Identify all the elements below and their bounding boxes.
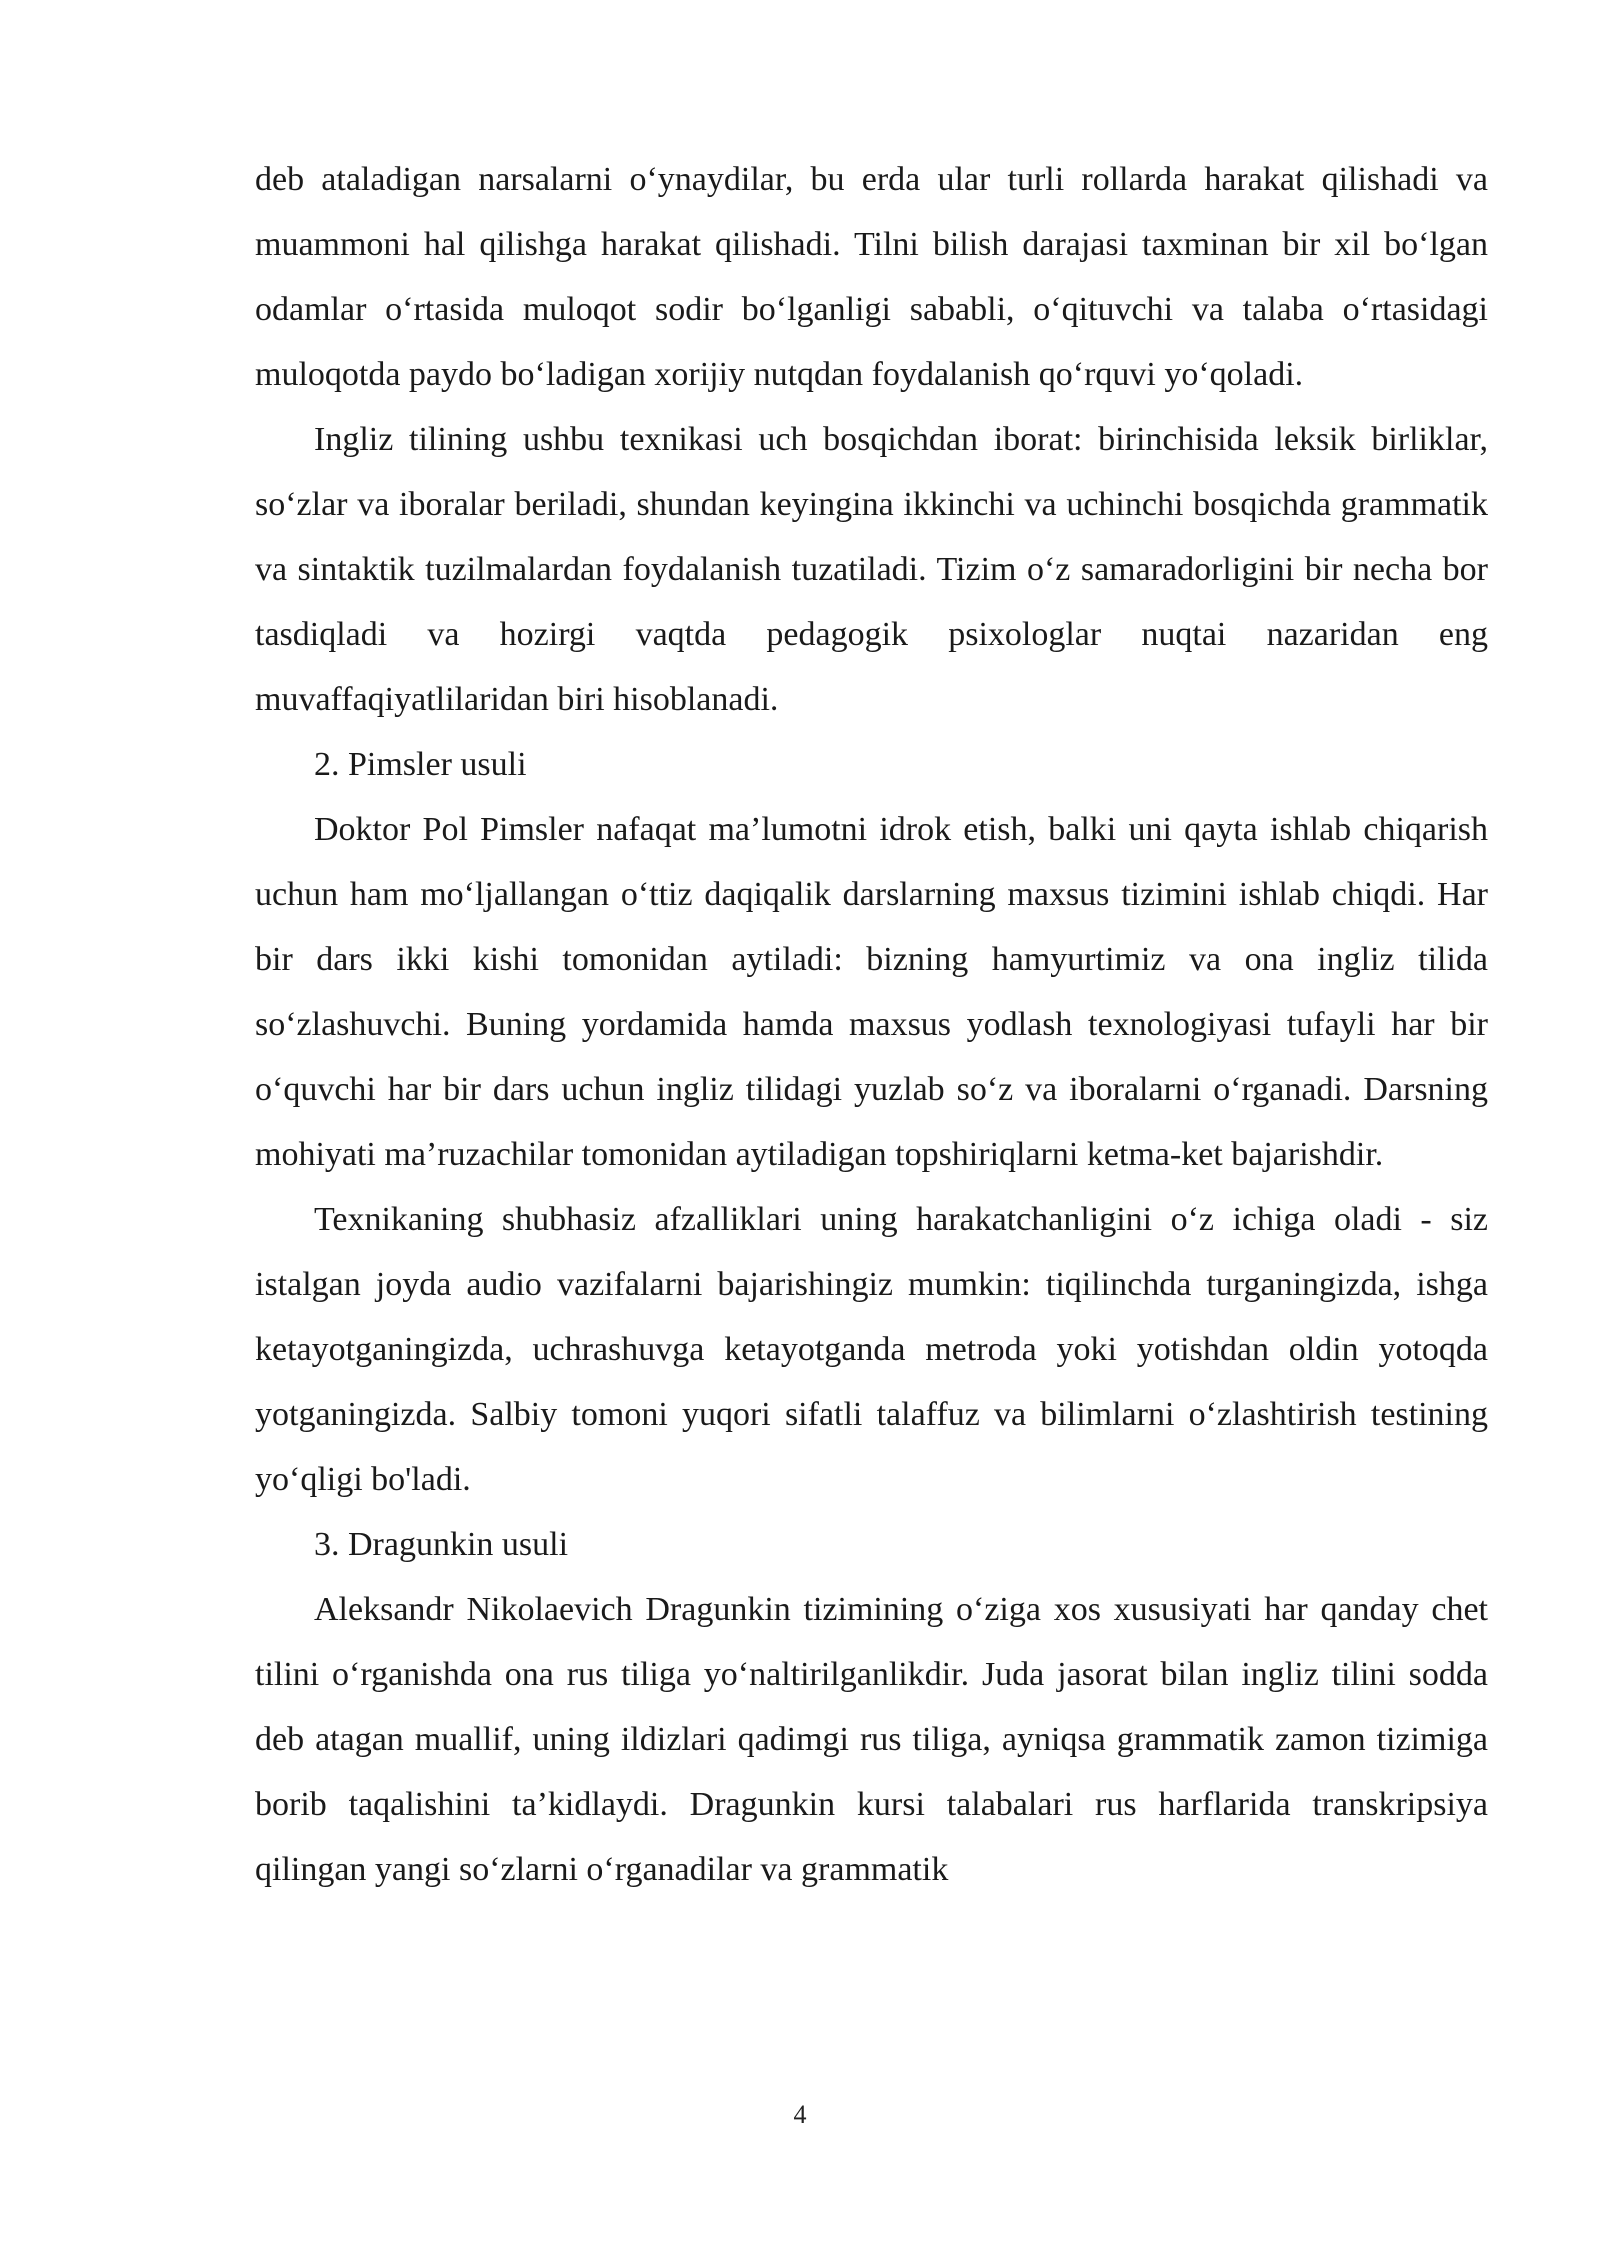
page-number: 4 bbox=[793, 2100, 807, 2129]
paragraph-pimsler-description: Doktor Pol Pimsler nafaqat ma’lumotni idrok etish, balki uni qayta ishlab chiqarish uchun ham mo‘ljallangan o‘ttiz daqiqalik darslarning maxsus tizimini ishlab chiqdi. Har bir dars ikki kishi tomonidan aytiladi: bizning hamyurtimiz va ona ingliz tilida so‘zlashuvchi. Buning yordamida hamda maxsus yodlash texnologiyasi tufayli har bir o‘quvchi har bir dars uchun ingliz tilidagi yuzlab so‘z va iboralarni o‘rganadi. Darsning mohiyati ma’ruzachilar tomonidan aytiladigan topshiriqlarni ketma-ket bajarishdir. bbox=[255, 811, 1488, 1173]
paragraph-continuation: deb ataladigan narsalarni o‘ynaydilar, bu erda ular turli rollarda harakat qilishadi va muammoni hal qilishga harakat qilishadi. Tilni bilish darajasi taxminan bir xil bo‘lgan odamlar o‘rtasida muloqot sodir bo‘lganligi sababli, o‘qituvchi va talaba o‘rtasidagi muloqotda paydo bo‘ladigan xorijiy nutqdan foydalanish qo‘rquvi yo‘qoladi. bbox=[255, 161, 1488, 393]
page-body bbox=[255, 147, 1488, 1902]
section-heading-pimsler: 2. Pimsler usuli bbox=[314, 746, 527, 783]
section-heading-dragunkin: 3. Dragunkin usuli bbox=[314, 1526, 569, 1563]
paragraph-dragunkin-description: Aleksandr Nikolaevich Dragunkin tizimining o‘ziga xos xususiyati har qanday chet tilini o‘rganishda ona rus tiliga yo‘naltirilganlikdir. Juda jasorat bilan ingliz tilini sodda deb atagan muallif, uning ildizlari qadimgi rus tiliga, ayniqsa grammatik zamon tizimiga borib taqalishini ta’kidlaydi. Dragunkin kursi talabalari rus harflarida transkripsiya qilingan yangi so‘zlarni o‘rganadilar va grammatik bbox=[255, 1591, 1488, 1888]
paragraph-technique-stages: Ingliz tilining ushbu texnikasi uch bosqichdan iborat: birinchisida leksik birliklar, so‘zlar va iboralar beriladi, shundan keyingina ikkinchi va uchinchi bosqichda grammatik va sintaktik tuzilmalardan foydalanish tuzatiladi. Tizim o‘z samaradorligini bir necha bor tasdiqladi va hozirgi vaqtda pedagogik psixologlar nuqtai nazaridan eng muvaffaqiyatlilaridan biri hisoblanadi. bbox=[255, 421, 1488, 718]
paragraph-pimsler-advantages: Texnikaning shubhasiz afzalliklari uning harakatchanligini o‘z ichiga oladi - siz istalgan joyda audio vazifalarni bajarishingiz mumkin: tiqilinchda turganingizda, ishga ketayotganingizda, uchrashuvga ketayotganda metroda yoki yotishdan oldin yotoqda yotganingizda. Salbiy tomoni yuqori sifatli talaffuz va bilimlarni o‘zlashtirish testining yo‘qligi bo'ladi. bbox=[255, 1201, 1488, 1498]
